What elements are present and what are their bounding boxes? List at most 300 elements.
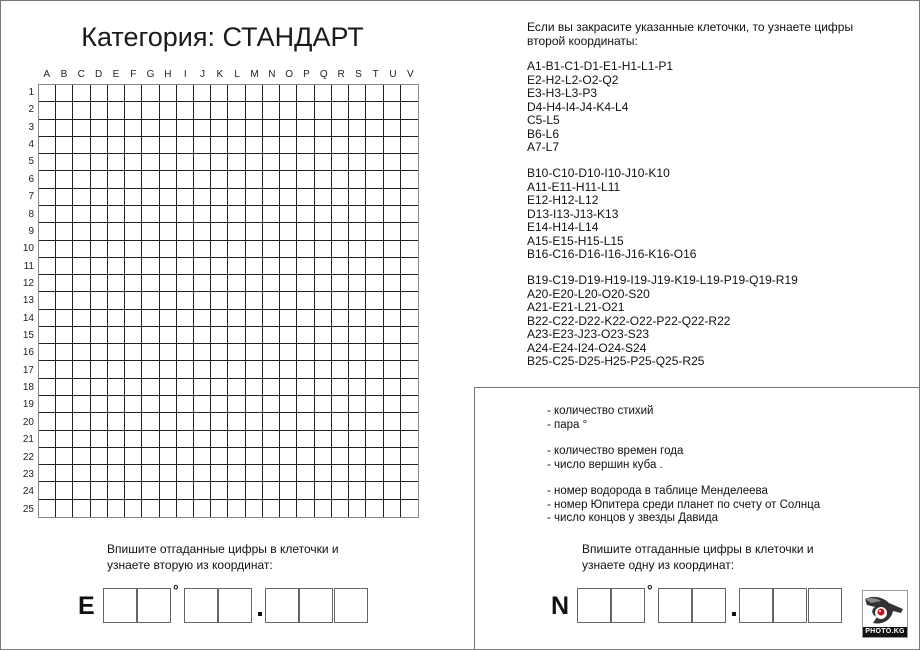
- grid-cell-H4[interactable]: [160, 137, 177, 154]
- grid-cell-G24[interactable]: [142, 482, 159, 499]
- grid-cell-N14[interactable]: [263, 310, 280, 327]
- grid-cell-E9[interactable]: [108, 223, 125, 240]
- grid-cell-F10[interactable]: [125, 241, 142, 258]
- grid-cell-J23[interactable]: [194, 465, 211, 482]
- grid-cell-T1[interactable]: [366, 85, 383, 102]
- grid-cell-J1[interactable]: [194, 85, 211, 102]
- grid-cell-I4[interactable]: [177, 137, 194, 154]
- grid-cell-M12[interactable]: [246, 275, 263, 292]
- grid-cell-Q21[interactable]: [315, 431, 332, 448]
- grid-cell-O14[interactable]: [280, 310, 297, 327]
- grid-cell-J20[interactable]: [194, 413, 211, 430]
- grid-cell-C23[interactable]: [73, 465, 90, 482]
- grid-cell-A12[interactable]: [39, 275, 56, 292]
- grid-cell-K25[interactable]: [211, 500, 228, 517]
- grid-cell-E8[interactable]: [108, 206, 125, 223]
- north-degree-digit-1[interactable]: [577, 588, 611, 623]
- grid-cell-I9[interactable]: [177, 223, 194, 240]
- grid-cell-K10[interactable]: [211, 241, 228, 258]
- grid-cell-A8[interactable]: [39, 206, 56, 223]
- grid-cell-H19[interactable]: [160, 396, 177, 413]
- grid-cell-G6[interactable]: [142, 171, 159, 188]
- grid-cell-E12[interactable]: [108, 275, 125, 292]
- grid-cell-B4[interactable]: [56, 137, 73, 154]
- grid-cell-M22[interactable]: [246, 448, 263, 465]
- grid-cell-C21[interactable]: [73, 431, 90, 448]
- grid-cell-S14[interactable]: [349, 310, 366, 327]
- grid-cell-H3[interactable]: [160, 120, 177, 137]
- grid-cell-O19[interactable]: [280, 396, 297, 413]
- grid-cell-M19[interactable]: [246, 396, 263, 413]
- grid-cell-F7[interactable]: [125, 189, 142, 206]
- grid-cell-M14[interactable]: [246, 310, 263, 327]
- grid-cell-T11[interactable]: [366, 258, 383, 275]
- grid-cell-J18[interactable]: [194, 379, 211, 396]
- grid-cell-O17[interactable]: [280, 361, 297, 378]
- grid-cell-S21[interactable]: [349, 431, 366, 448]
- grid-cell-N11[interactable]: [263, 258, 280, 275]
- grid-cell-I7[interactable]: [177, 189, 194, 206]
- grid-cell-B18[interactable]: [56, 379, 73, 396]
- grid-cell-H25[interactable]: [160, 500, 177, 517]
- grid-cell-G20[interactable]: [142, 413, 159, 430]
- grid-cell-V13[interactable]: [401, 292, 418, 309]
- grid-cell-F24[interactable]: [125, 482, 142, 499]
- grid-cell-I15[interactable]: [177, 327, 194, 344]
- grid-cell-J4[interactable]: [194, 137, 211, 154]
- grid-cell-C1[interactable]: [73, 85, 90, 102]
- grid-cell-G9[interactable]: [142, 223, 159, 240]
- grid-cell-E11[interactable]: [108, 258, 125, 275]
- grid-cell-Q6[interactable]: [315, 171, 332, 188]
- grid-cell-B9[interactable]: [56, 223, 73, 240]
- grid-cell-U4[interactable]: [384, 137, 401, 154]
- grid-cell-B15[interactable]: [56, 327, 73, 344]
- grid-cell-J6[interactable]: [194, 171, 211, 188]
- grid-cell-S15[interactable]: [349, 327, 366, 344]
- grid-cell-T25[interactable]: [366, 500, 383, 517]
- grid-cell-F14[interactable]: [125, 310, 142, 327]
- grid-cell-J8[interactable]: [194, 206, 211, 223]
- grid-cell-I22[interactable]: [177, 448, 194, 465]
- grid-cell-K1[interactable]: [211, 85, 228, 102]
- grid-cell-R2[interactable]: [332, 102, 349, 119]
- grid-cell-T7[interactable]: [366, 189, 383, 206]
- grid-cell-J11[interactable]: [194, 258, 211, 275]
- grid-cell-B7[interactable]: [56, 189, 73, 206]
- grid-cell-M6[interactable]: [246, 171, 263, 188]
- grid-cell-P11[interactable]: [297, 258, 314, 275]
- grid-cell-D17[interactable]: [91, 361, 108, 378]
- grid-cell-D24[interactable]: [91, 482, 108, 499]
- grid-cell-I17[interactable]: [177, 361, 194, 378]
- grid-cell-K23[interactable]: [211, 465, 228, 482]
- grid-cell-M1[interactable]: [246, 85, 263, 102]
- grid-cell-L11[interactable]: [228, 258, 245, 275]
- grid-cell-F23[interactable]: [125, 465, 142, 482]
- grid-cell-R23[interactable]: [332, 465, 349, 482]
- grid-cell-P24[interactable]: [297, 482, 314, 499]
- grid-cell-Q23[interactable]: [315, 465, 332, 482]
- grid-cell-K7[interactable]: [211, 189, 228, 206]
- grid-cell-N4[interactable]: [263, 137, 280, 154]
- grid-cell-N25[interactable]: [263, 500, 280, 517]
- grid-cell-F2[interactable]: [125, 102, 142, 119]
- grid-cell-G1[interactable]: [142, 85, 159, 102]
- grid-cell-M16[interactable]: [246, 344, 263, 361]
- grid-cell-C20[interactable]: [73, 413, 90, 430]
- grid-cell-N12[interactable]: [263, 275, 280, 292]
- grid-cell-T3[interactable]: [366, 120, 383, 137]
- grid-cell-N22[interactable]: [263, 448, 280, 465]
- grid-cell-C24[interactable]: [73, 482, 90, 499]
- grid-cell-A25[interactable]: [39, 500, 56, 517]
- grid-cell-B21[interactable]: [56, 431, 73, 448]
- grid-cell-A19[interactable]: [39, 396, 56, 413]
- grid-cell-H24[interactable]: [160, 482, 177, 499]
- grid-cell-J14[interactable]: [194, 310, 211, 327]
- grid-cell-C8[interactable]: [73, 206, 90, 223]
- grid-cell-F6[interactable]: [125, 171, 142, 188]
- grid-cell-C6[interactable]: [73, 171, 90, 188]
- grid-cell-I18[interactable]: [177, 379, 194, 396]
- grid-cell-C18[interactable]: [73, 379, 90, 396]
- grid-cell-H13[interactable]: [160, 292, 177, 309]
- grid-cell-G22[interactable]: [142, 448, 159, 465]
- grid-cell-T21[interactable]: [366, 431, 383, 448]
- grid-cell-B13[interactable]: [56, 292, 73, 309]
- grid-cell-D18[interactable]: [91, 379, 108, 396]
- grid-cell-R20[interactable]: [332, 413, 349, 430]
- grid-cell-P5[interactable]: [297, 154, 314, 171]
- grid-cell-R11[interactable]: [332, 258, 349, 275]
- grid-cell-O20[interactable]: [280, 413, 297, 430]
- grid-cell-T2[interactable]: [366, 102, 383, 119]
- grid-cell-I12[interactable]: [177, 275, 194, 292]
- grid-cell-L1[interactable]: [228, 85, 245, 102]
- grid-cell-B12[interactable]: [56, 275, 73, 292]
- grid-cell-C15[interactable]: [73, 327, 90, 344]
- grid-cell-D8[interactable]: [91, 206, 108, 223]
- grid-cell-Q20[interactable]: [315, 413, 332, 430]
- grid-cell-I20[interactable]: [177, 413, 194, 430]
- grid-cell-J3[interactable]: [194, 120, 211, 137]
- grid-cell-G10[interactable]: [142, 241, 159, 258]
- grid-cell-F17[interactable]: [125, 361, 142, 378]
- grid-cell-C10[interactable]: [73, 241, 90, 258]
- grid-cell-L12[interactable]: [228, 275, 245, 292]
- grid-cell-J22[interactable]: [194, 448, 211, 465]
- grid-cell-H18[interactable]: [160, 379, 177, 396]
- grid-cell-I23[interactable]: [177, 465, 194, 482]
- grid-cell-C12[interactable]: [73, 275, 90, 292]
- grid-cell-S13[interactable]: [349, 292, 366, 309]
- grid-cell-M23[interactable]: [246, 465, 263, 482]
- grid-cell-U5[interactable]: [384, 154, 401, 171]
- grid-cell-O23[interactable]: [280, 465, 297, 482]
- grid-cell-O5[interactable]: [280, 154, 297, 171]
- grid-cell-G18[interactable]: [142, 379, 159, 396]
- grid-cell-U20[interactable]: [384, 413, 401, 430]
- grid-cell-M8[interactable]: [246, 206, 263, 223]
- grid-cell-E19[interactable]: [108, 396, 125, 413]
- grid-cell-C4[interactable]: [73, 137, 90, 154]
- grid-cell-N5[interactable]: [263, 154, 280, 171]
- east-minute-digit-1[interactable]: [184, 588, 218, 623]
- grid-cell-E4[interactable]: [108, 137, 125, 154]
- grid-cell-K15[interactable]: [211, 327, 228, 344]
- grid-cell-R7[interactable]: [332, 189, 349, 206]
- grid-cell-V17[interactable]: [401, 361, 418, 378]
- grid-cell-L23[interactable]: [228, 465, 245, 482]
- grid-cell-A6[interactable]: [39, 171, 56, 188]
- grid-cell-A10[interactable]: [39, 241, 56, 258]
- grid-cell-Q3[interactable]: [315, 120, 332, 137]
- grid-cell-R25[interactable]: [332, 500, 349, 517]
- grid-cell-D25[interactable]: [91, 500, 108, 517]
- grid-cell-B20[interactable]: [56, 413, 73, 430]
- grid-cell-T16[interactable]: [366, 344, 383, 361]
- grid-cell-I5[interactable]: [177, 154, 194, 171]
- grid-cell-D14[interactable]: [91, 310, 108, 327]
- grid-cell-T4[interactable]: [366, 137, 383, 154]
- grid-cell-T18[interactable]: [366, 379, 383, 396]
- grid-cell-U10[interactable]: [384, 241, 401, 258]
- grid-cell-N16[interactable]: [263, 344, 280, 361]
- grid-cell-A11[interactable]: [39, 258, 56, 275]
- grid-cell-P4[interactable]: [297, 137, 314, 154]
- grid-cell-N23[interactable]: [263, 465, 280, 482]
- grid-cell-G23[interactable]: [142, 465, 159, 482]
- grid-cell-L10[interactable]: [228, 241, 245, 258]
- grid-cell-D4[interactable]: [91, 137, 108, 154]
- grid-cell-C7[interactable]: [73, 189, 90, 206]
- grid-cell-Q17[interactable]: [315, 361, 332, 378]
- grid-cell-E20[interactable]: [108, 413, 125, 430]
- grid-cell-N21[interactable]: [263, 431, 280, 448]
- grid-cell-G25[interactable]: [142, 500, 159, 517]
- grid-cell-G11[interactable]: [142, 258, 159, 275]
- grid-cell-A7[interactable]: [39, 189, 56, 206]
- grid-cell-V16[interactable]: [401, 344, 418, 361]
- grid-cell-I11[interactable]: [177, 258, 194, 275]
- grid-cell-P2[interactable]: [297, 102, 314, 119]
- grid-cell-M21[interactable]: [246, 431, 263, 448]
- grid-cell-G19[interactable]: [142, 396, 159, 413]
- grid-cell-O16[interactable]: [280, 344, 297, 361]
- grid-cell-O6[interactable]: [280, 171, 297, 188]
- grid-cell-S22[interactable]: [349, 448, 366, 465]
- grid-cell-A13[interactable]: [39, 292, 56, 309]
- grid-cell-Q19[interactable]: [315, 396, 332, 413]
- grid-cell-R12[interactable]: [332, 275, 349, 292]
- grid-cell-F11[interactable]: [125, 258, 142, 275]
- grid-cell-O1[interactable]: [280, 85, 297, 102]
- grid-cell-D12[interactable]: [91, 275, 108, 292]
- grid-cell-V9[interactable]: [401, 223, 418, 240]
- grid-cell-K12[interactable]: [211, 275, 228, 292]
- grid-cell-O25[interactable]: [280, 500, 297, 517]
- grid-cell-U13[interactable]: [384, 292, 401, 309]
- grid-cell-F13[interactable]: [125, 292, 142, 309]
- grid-cell-C22[interactable]: [73, 448, 90, 465]
- grid-cell-L8[interactable]: [228, 206, 245, 223]
- grid-cell-L6[interactable]: [228, 171, 245, 188]
- north-decimal-digit-1[interactable]: [739, 588, 773, 623]
- grid-cell-U18[interactable]: [384, 379, 401, 396]
- grid-cell-S17[interactable]: [349, 361, 366, 378]
- grid-cell-J10[interactable]: [194, 241, 211, 258]
- grid-cell-T9[interactable]: [366, 223, 383, 240]
- grid-cell-A3[interactable]: [39, 120, 56, 137]
- grid-cell-E22[interactable]: [108, 448, 125, 465]
- grid-cell-T12[interactable]: [366, 275, 383, 292]
- grid-cell-S16[interactable]: [349, 344, 366, 361]
- grid-cell-U8[interactable]: [384, 206, 401, 223]
- grid-cell-C5[interactable]: [73, 154, 90, 171]
- grid-cell-H10[interactable]: [160, 241, 177, 258]
- grid-cell-G17[interactable]: [142, 361, 159, 378]
- grid-cell-U19[interactable]: [384, 396, 401, 413]
- grid-cell-Q9[interactable]: [315, 223, 332, 240]
- grid-cell-Q18[interactable]: [315, 379, 332, 396]
- grid-cell-D9[interactable]: [91, 223, 108, 240]
- grid-cell-S10[interactable]: [349, 241, 366, 258]
- grid-cell-S23[interactable]: [349, 465, 366, 482]
- grid-cell-K22[interactable]: [211, 448, 228, 465]
- grid-cell-K20[interactable]: [211, 413, 228, 430]
- grid-cell-S20[interactable]: [349, 413, 366, 430]
- grid-cell-I13[interactable]: [177, 292, 194, 309]
- grid-cell-R14[interactable]: [332, 310, 349, 327]
- grid-cell-G5[interactable]: [142, 154, 159, 171]
- grid-cell-J12[interactable]: [194, 275, 211, 292]
- grid-cell-D2[interactable]: [91, 102, 108, 119]
- grid-cell-Q11[interactable]: [315, 258, 332, 275]
- grid-cell-Q22[interactable]: [315, 448, 332, 465]
- grid-cell-V22[interactable]: [401, 448, 418, 465]
- grid-cell-P21[interactable]: [297, 431, 314, 448]
- grid-cell-K17[interactable]: [211, 361, 228, 378]
- grid-cell-D3[interactable]: [91, 120, 108, 137]
- grid-cell-P13[interactable]: [297, 292, 314, 309]
- grid-cell-K24[interactable]: [211, 482, 228, 499]
- grid-cell-D22[interactable]: [91, 448, 108, 465]
- grid-cell-T10[interactable]: [366, 241, 383, 258]
- grid-cell-I8[interactable]: [177, 206, 194, 223]
- grid-cell-J5[interactable]: [194, 154, 211, 171]
- grid-cell-Q13[interactable]: [315, 292, 332, 309]
- grid-cell-P1[interactable]: [297, 85, 314, 102]
- grid-cell-S25[interactable]: [349, 500, 366, 517]
- grid-cell-U22[interactable]: [384, 448, 401, 465]
- grid-cell-N2[interactable]: [263, 102, 280, 119]
- grid-cell-L21[interactable]: [228, 431, 245, 448]
- grid-cell-S3[interactable]: [349, 120, 366, 137]
- grid-cell-E10[interactable]: [108, 241, 125, 258]
- grid-cell-U12[interactable]: [384, 275, 401, 292]
- grid-cell-T24[interactable]: [366, 482, 383, 499]
- grid-cell-V25[interactable]: [401, 500, 418, 517]
- grid-cell-L19[interactable]: [228, 396, 245, 413]
- grid-cell-T17[interactable]: [366, 361, 383, 378]
- north-decimal-digit-2[interactable]: [773, 588, 807, 623]
- grid-cell-B1[interactable]: [56, 85, 73, 102]
- grid-cell-J9[interactable]: [194, 223, 211, 240]
- grid-cell-O18[interactable]: [280, 379, 297, 396]
- grid-cell-E24[interactable]: [108, 482, 125, 499]
- grid-cell-V6[interactable]: [401, 171, 418, 188]
- grid-cell-H17[interactable]: [160, 361, 177, 378]
- grid-cell-I21[interactable]: [177, 431, 194, 448]
- grid-cell-N6[interactable]: [263, 171, 280, 188]
- grid-cell-H1[interactable]: [160, 85, 177, 102]
- grid-cell-Q15[interactable]: [315, 327, 332, 344]
- grid-cell-K19[interactable]: [211, 396, 228, 413]
- grid-cell-S2[interactable]: [349, 102, 366, 119]
- grid-cell-L24[interactable]: [228, 482, 245, 499]
- grid-cell-J2[interactable]: [194, 102, 211, 119]
- grid-cell-V21[interactable]: [401, 431, 418, 448]
- grid-cell-R1[interactable]: [332, 85, 349, 102]
- grid-cell-D19[interactable]: [91, 396, 108, 413]
- grid-cell-U1[interactable]: [384, 85, 401, 102]
- grid-cell-A16[interactable]: [39, 344, 56, 361]
- grid-cell-F4[interactable]: [125, 137, 142, 154]
- grid-cell-Q1[interactable]: [315, 85, 332, 102]
- grid-cell-V5[interactable]: [401, 154, 418, 171]
- grid-cell-D16[interactable]: [91, 344, 108, 361]
- grid-cell-R9[interactable]: [332, 223, 349, 240]
- grid-cell-C14[interactable]: [73, 310, 90, 327]
- grid-cell-S6[interactable]: [349, 171, 366, 188]
- grid-cell-S11[interactable]: [349, 258, 366, 275]
- grid-cell-V3[interactable]: [401, 120, 418, 137]
- grid-cell-A17[interactable]: [39, 361, 56, 378]
- grid-cell-K16[interactable]: [211, 344, 228, 361]
- grid-cell-I14[interactable]: [177, 310, 194, 327]
- grid-cell-N17[interactable]: [263, 361, 280, 378]
- grid-cell-L7[interactable]: [228, 189, 245, 206]
- grid-cell-G3[interactable]: [142, 120, 159, 137]
- grid-cell-G8[interactable]: [142, 206, 159, 223]
- grid-cell-U23[interactable]: [384, 465, 401, 482]
- grid-cell-K9[interactable]: [211, 223, 228, 240]
- grid-cell-T6[interactable]: [366, 171, 383, 188]
- grid-cell-L15[interactable]: [228, 327, 245, 344]
- grid-cell-L17[interactable]: [228, 361, 245, 378]
- grid-cell-E25[interactable]: [108, 500, 125, 517]
- grid-cell-H5[interactable]: [160, 154, 177, 171]
- grid-cell-K11[interactable]: [211, 258, 228, 275]
- grid-cell-V23[interactable]: [401, 465, 418, 482]
- grid-cell-A14[interactable]: [39, 310, 56, 327]
- grid-cell-I16[interactable]: [177, 344, 194, 361]
- grid-cell-O15[interactable]: [280, 327, 297, 344]
- grid-cell-R15[interactable]: [332, 327, 349, 344]
- grid-cell-E21[interactable]: [108, 431, 125, 448]
- grid-cell-F20[interactable]: [125, 413, 142, 430]
- grid-cell-N9[interactable]: [263, 223, 280, 240]
- grid-cell-F15[interactable]: [125, 327, 142, 344]
- grid-cell-B25[interactable]: [56, 500, 73, 517]
- grid-cell-L4[interactable]: [228, 137, 245, 154]
- east-degree-digit-1[interactable]: [103, 588, 137, 623]
- grid-cell-F25[interactable]: [125, 500, 142, 517]
- grid-cell-G15[interactable]: [142, 327, 159, 344]
- grid-cell-V1[interactable]: [401, 85, 418, 102]
- grid-cell-E18[interactable]: [108, 379, 125, 396]
